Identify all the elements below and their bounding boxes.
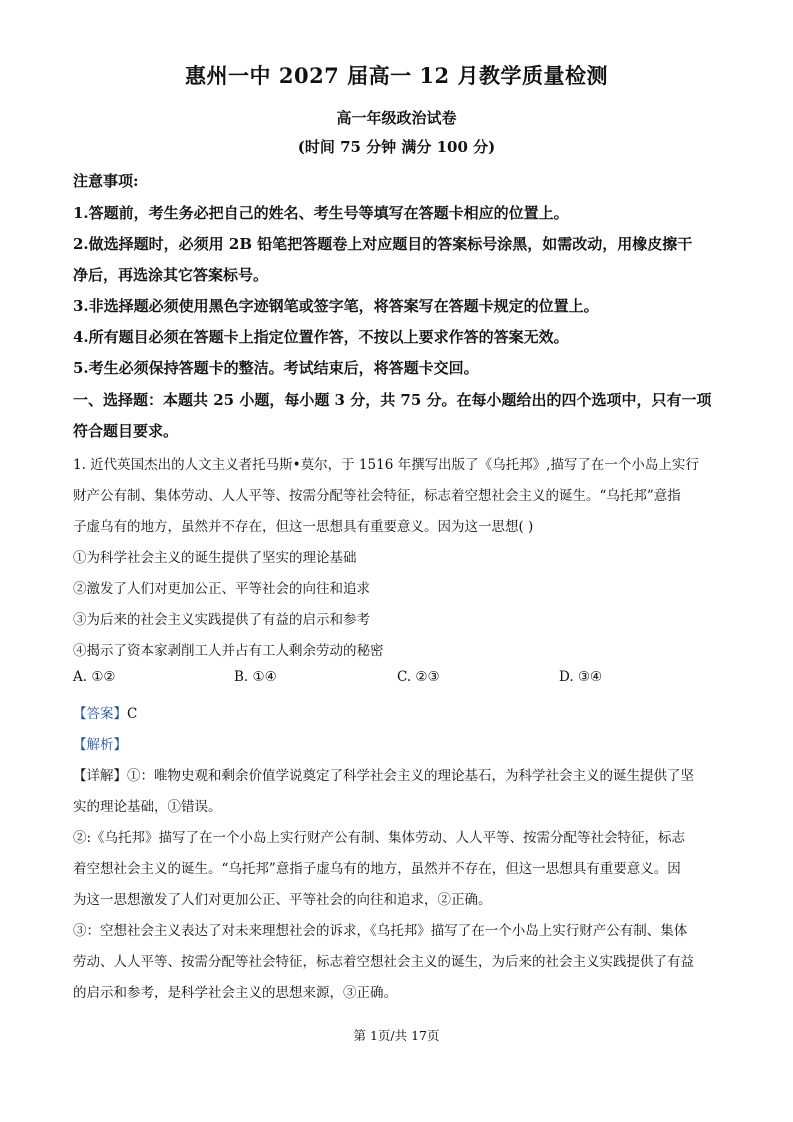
analysis-line	[73, 733, 733, 753]
answer-line	[73, 702, 733, 722]
option-d: D. ③④	[559, 669, 603, 685]
notice-heading: 注意事项:	[73, 172, 139, 190]
option-c: C. ②③	[397, 669, 440, 685]
option-b: B. ①④	[234, 669, 277, 685]
analysis-tag: 【解析】	[73, 737, 127, 753]
question-statement: ②激发了人们对更加公正、平等社会的向往和追求	[73, 581, 370, 597]
answer-value: C	[127, 706, 138, 722]
detail-line: ②:《乌托邦》描写了在一个小岛上实行财产公有制、集体劳动、人人平等、按需分配等社会特征，标志	[73, 830, 686, 846]
answer-tag: 【答案】	[73, 706, 127, 722]
answer-options	[73, 669, 733, 689]
page-footer: 第 1页/共 17页	[353, 1028, 440, 1043]
exam-subtitle: 高一年级政治试卷	[336, 109, 457, 127]
section-heading: 一、选择题：本题共 25 小题，每小题 3 分，共 75 分。在每小题给出的四个选项中，只有一项	[73, 391, 712, 409]
notice-item: 1.答题前，考生务必把自己的姓名、考生号等填写在答题卡相应的位置上。	[73, 204, 569, 222]
question-stem: 子虚乌有的地方，虽然并不存在，但这一思想具有重要意义。因为这一思想( )	[73, 519, 534, 535]
detail-line: 【详解】①：唯物史观和剩余价值学说奠定了科学社会主义的理论基石，为科学社会主义的诞生提供了坚	[73, 768, 694, 784]
question-stem: 1. 近代英国杰出的人文主义者托马斯•莫尔，于 1516 年撰写出版了《乌托邦》,描写了在一个小岛上实行	[73, 457, 699, 473]
detail-line: ③：空想社会主义表达了对未来理想社会的诉求，《乌托邦》描写了在一个小岛上实行财产公有制、集体	[73, 923, 688, 939]
detail-line: 的启示和参考，是科学社会主义的思想来源，③正确。	[73, 985, 397, 1001]
question-statement: ④揭示了资本家剥削工人并占有工人剩余劳动的秘密	[73, 643, 384, 659]
detail-line: 为这一思想激发了人们对更加公正、平等社会的向往和追求，②正确。	[73, 892, 492, 908]
exam-time-info: (时间 75 分钟 满分 100 分)	[297, 138, 496, 156]
detail-line: 着空想社会主义的诞生。“乌托邦”意指子虚乌有的地方，虽然并不存在，但这一思想具有重要意义。因	[73, 861, 681, 877]
option-a: A. ①②	[73, 669, 116, 685]
notice-item: 3.非选择题必须使用黑色字迹钢笔或签字笔，将答案写在答题卡规定的位置上。	[73, 297, 599, 315]
section-heading-cont: 符合题目要求。	[73, 422, 179, 440]
detail-line: 实的理论基础，①错误。	[73, 799, 222, 815]
question-stem: 财产公有制、集体劳动、人人平等、按需分配等社会特征，标志着空想社会主义的诞生。“乌托邦”意指	[73, 488, 681, 504]
question-statement: ③为后来的社会主义实践提供了有益的启示和参考	[73, 612, 370, 628]
notice-item: 2.做选择题时，必须用 2B 铅笔把答题卷上对应题目的答案标号涂黑，如需改动，用橡皮擦干	[73, 235, 693, 253]
detail-line: 劳动、人人平等、按需分配等社会特征，标志着空想社会主义的诞生，为后来的社会主义实践提供了有益	[73, 954, 694, 970]
page-title: 惠州一中 2027 届高一 12 月教学质量检测	[185, 63, 608, 88]
notice-item: 净后，再选涂其它答案标号。	[73, 266, 269, 284]
question-statement: ①为科学社会主义的诞生提供了坚实的理论基础	[73, 550, 357, 566]
notice-item: 5.考生必须保持答题卡的整洁。考试结束后，将答题卡交回。	[73, 359, 479, 377]
notice-item: 4.所有题目必须在答题卡上指定位置作答，不按以上要求作答的答案无效。	[73, 328, 569, 346]
